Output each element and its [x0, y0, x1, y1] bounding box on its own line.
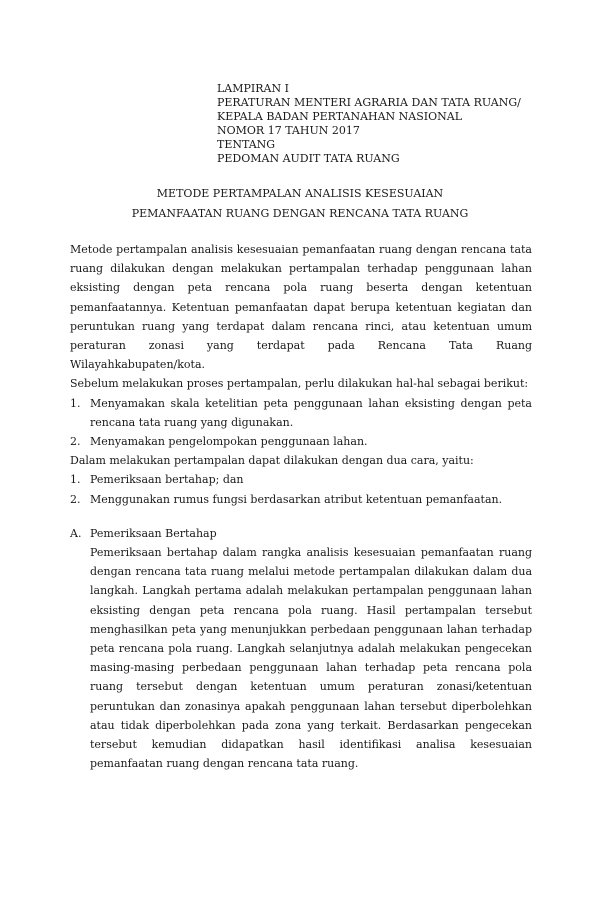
preparation-paragraph: Sebelum melakukan proses pertampalan, perlu dilakukan hal-hal sebagai berikut:: [70, 377, 529, 391]
attachment-header: [217, 82, 557, 166]
document-title-line-1: METODE PERTAMPALAN ANALISIS KESESUAIAN: [156, 187, 444, 200]
document-body: [70, 240, 532, 773]
section-title: Pemeriksaan Bertahap: [90, 526, 217, 540]
list-item: [70, 490, 532, 509]
list-text: Menyamakan skala ketelitian peta penggunaan lahan eksisting dengan peta rencana tata ruang yang digunakan.: [90, 396, 532, 429]
spacer: [70, 509, 532, 524]
list-item: [70, 394, 532, 432]
list-item: [70, 470, 532, 489]
list-number: 2.: [70, 492, 81, 506]
header-line: LAMPIRAN I: [217, 82, 289, 95]
list-text: Menyamakan pengelompokan penggunaan lahan.: [90, 435, 368, 449]
list-number: 1.: [70, 396, 81, 410]
header-line: TENTANG: [217, 138, 276, 151]
header-line: KEPALA BADAN PERTANAHAN NASIONAL: [217, 110, 463, 123]
document-title-line-2: PEMANFAATAN RUANG DENGAN RENCANA TATA RUANG: [131, 207, 469, 220]
header-line: NOMOR 17 TAHUN 2017: [217, 124, 360, 137]
section-a-heading: [70, 524, 532, 543]
header-line: PEDOMAN AUDIT TATA RUANG: [217, 152, 400, 165]
list-text: Menggunakan rumus fungsi berdasarkan atribut ketentuan pemanfaatan.: [90, 492, 503, 506]
methods-list: [70, 470, 532, 508]
preparation-list: [70, 394, 532, 452]
list-number: 1.: [70, 473, 81, 487]
list-text: Pemeriksaan bertahap; dan: [90, 473, 244, 487]
methods-paragraph: Dalam melakukan pertampalan dapat dilakukan dengan dua cara, yaitu:: [70, 454, 474, 468]
list-number: 2.: [70, 435, 81, 449]
intro-paragraph: Metode pertampalan analisis kesesuaian pemanfaatan ruang dengan rencana tata ruang dilakukan dengan melakukan pertampalan terhadap penggunaan lahan eksisting dengan peta rencana pola ruang beserta dengan ketentuan pemanfaatannya. Ketentuan pemanfaatan dapat berupa ketentuan kegiatan dan peruntukan ruang yang terdapat dalam rencana rinci, atau ketentuan umum peraturan zonasi yang terdapat pada Rencana Tata Ruang Wilayahkabupaten/kota.: [70, 243, 532, 372]
header-line: PERATURAN MENTERI AGRARIA DAN TATA RUANG/: [217, 96, 521, 109]
list-item: [70, 432, 532, 451]
section-a-paragraph: Pemeriksaan bertahap dalam rangka analisis kesesuaian pemanfaatan ruang dengan rencana tata ruang melalui metode pertampalan dilakukan dalam dua langkah. Langkah pertama adalah melakukan pertampalan penggunaan lahan eksisting dengan peta rencana pola ruang. Hasil pertampalan tersebut menghasilkan peta yang menunjukkan perbedaan penggunaan lahan terhadap peta rencana pola ruang. Langkah selanjutnya adalah melakukan pengecekan masing-masing perbedaan penggunaan lahan terhadap peta rencana pola ruang tersebut dengan ketentuan umum peraturan zonasi/ketentuan peruntukan dan zonasinya apakah penggunaan lahan tersebut diperbolehkan atau tidak diperbolehkan pada zona yang terkait. Berdasarkan pengecekan tersebut kemudian didapatkan hasil identifikasi analisa kesesuaian pemanfaatan ruang dengan rencana tata ruang.: [90, 546, 532, 771]
section-letter: A.: [70, 526, 82, 540]
